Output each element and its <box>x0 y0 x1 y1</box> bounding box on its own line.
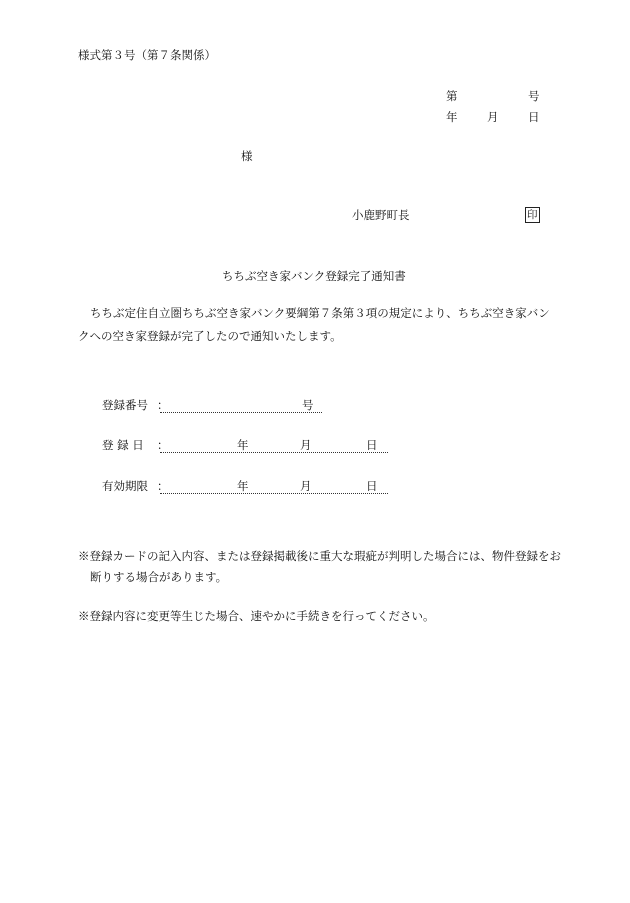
registration-date-month: 月 <box>300 438 312 452</box>
notice-body: ちちぶ定住自立圏ちちぶ空き家バンク要綱第７条第３項の規定により、ちちぶ空き家バンクへの空き家登録が完了したので通知いたします。 <box>78 306 550 343</box>
expiry-date-day: 日 <box>366 479 378 493</box>
document-number-prefix: 第 <box>446 89 458 103</box>
addressee-suffix: 様 <box>241 149 253 163</box>
document-title: ちちぶ空き家バンク登録完了通知書 <box>222 269 406 283</box>
seal-mark: 印 <box>527 209 538 221</box>
expiry-date-year: 年 <box>237 479 249 493</box>
registration-number-label: 登録番号 <box>102 398 148 412</box>
registration-date-colon: ： <box>157 438 169 452</box>
registration-date-label: 登 録 日 <box>102 438 144 452</box>
document-number-suffix: 号 <box>528 89 540 103</box>
registration-number-line <box>160 412 322 413</box>
registration-number-suffix: 号 <box>302 398 314 412</box>
expiry-date-month: 月 <box>300 479 312 493</box>
registration-date-line <box>160 452 388 453</box>
issuer-name: 小鹿野町長 <box>352 208 410 222</box>
expiry-date-field <box>102 481 392 497</box>
expiry-date-colon: ： <box>157 479 169 493</box>
registration-number-colon: ： <box>157 398 169 412</box>
registration-number-field <box>102 400 332 416</box>
date-year-label: 年 <box>446 110 458 124</box>
expiry-date-line <box>160 493 388 494</box>
expiry-date-label: 有効期限 <box>102 479 148 493</box>
registration-date-field <box>102 440 392 456</box>
date-day-label: 日 <box>528 110 540 124</box>
form-label: 様式第３号（第７条関係） <box>78 48 216 62</box>
note-defect: ※登録カードの記入内容、または登録掲載後に重大な瑕疵が判明した場合には、物件登録をお断りする場合があります。 <box>78 549 561 584</box>
note-changes: ※登録内容に変更等生じた場合、速やかに手続きを行ってください。 <box>78 609 435 623</box>
date-month-label: 月 <box>487 110 499 124</box>
registration-date-year: 年 <box>237 438 249 452</box>
registration-date-day: 日 <box>366 438 378 452</box>
